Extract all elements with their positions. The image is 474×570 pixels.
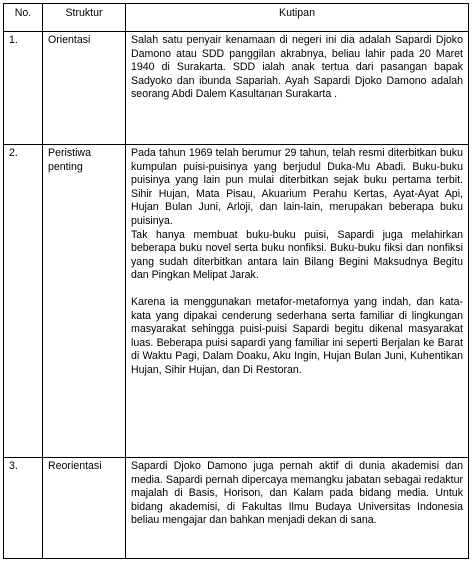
row-quote-cell xyxy=(126,32,469,145)
paragraph-spacer xyxy=(131,283,463,296)
row-structure-label: Peristiwa penting xyxy=(43,145,126,458)
header-no: No. xyxy=(4,4,43,32)
row-structure-label: Orientasi xyxy=(43,32,126,145)
header-struktur: Struktur xyxy=(43,4,126,32)
quote-paragraph: Salah satu penyair kenamaan di negeri ini dia adalah Sapardi Djoko Damono atau SDD panggilan akrabnya, beliau lahir pada 20 Maret 1940 di Surakarta. SDD ialah anak tertua dari pasangan bapak Sadyoko dan ibunda Sapariah. Ayah Sapardi Djoko Damono adalah seorang Abdi Dalem Kasultanan Surakarta . xyxy=(131,34,463,101)
row-number: 2. xyxy=(4,145,43,458)
header-kutipan: Kutipan xyxy=(126,4,469,32)
row-structure-label: Reorientasi xyxy=(43,458,126,559)
table-row xyxy=(4,145,469,458)
quote-paragraph: Sapardi Djoko Damono juga pernah aktif di dunia akademisi dan media. Sapardi pernah dipercaya memangku jabatan sebagai redaktur majalah di Basis, Horison, dan Kalam pada bidang media. Untuk bidang akademisi, di Fakultas Ilmu Budaya Universitas Indonesia beliau mengajar dan bahkan menjadi dekan di sana. xyxy=(131,460,463,527)
row-quote-cell xyxy=(126,458,469,559)
table-header-row xyxy=(4,4,469,32)
quote-paragraph: Tak hanya membuat buku-buku puisi, Sapardi juga melahirkan beberapa buku novel serta buku nonfiksi. Buku-buku fiksi dan nonfiksi yang sudah diterbitkan antara lain Bilang Begini Maksudnya Begitu dan Pingkan Melipat Jarak. xyxy=(131,228,463,282)
table-row xyxy=(4,32,469,145)
biography-structure-table xyxy=(3,3,469,559)
row-number: 1. xyxy=(4,32,43,145)
quote-paragraph: Karena ia menggunakan metafor-metafornya yang indah, dan kata-kata yang dipakai cenderung sederhana serta familiar di lingkungan masyarakat sehingga puisi-puisi Sapardi begitu dikenal masyarakat luas. Beberapa puisi sapardi yang familiar ini seperti Berjalan ke Barat di Waktu Pagi, Dalam Doaku, Aku Ingin, Hujan Bulan Juni, Kuhentikan Hujan, Sihir Hujan, dan Di Restoran. xyxy=(131,295,463,376)
table-row xyxy=(4,458,469,559)
row-quote-cell xyxy=(126,145,469,458)
quote-paragraph: Pada tahun 1969 telah berumur 29 tahun, telah resmi diterbitkan buku kumpulan puisi-puisinya yang berjudul Duka-Mu Abadi. Buku-buku puisinya yang lain pun mulai diterbitkan sejak buku pertama terbit. Sihir Hujan, Mata Pisau, Akuarium Perahu Kertas, Ayat-Ayat Api, Hujan Bulan Juni, Arloji, dan lain-lain, merupakan beberapa buku puisinya. xyxy=(131,147,463,227)
row-number: 3. xyxy=(4,458,43,559)
